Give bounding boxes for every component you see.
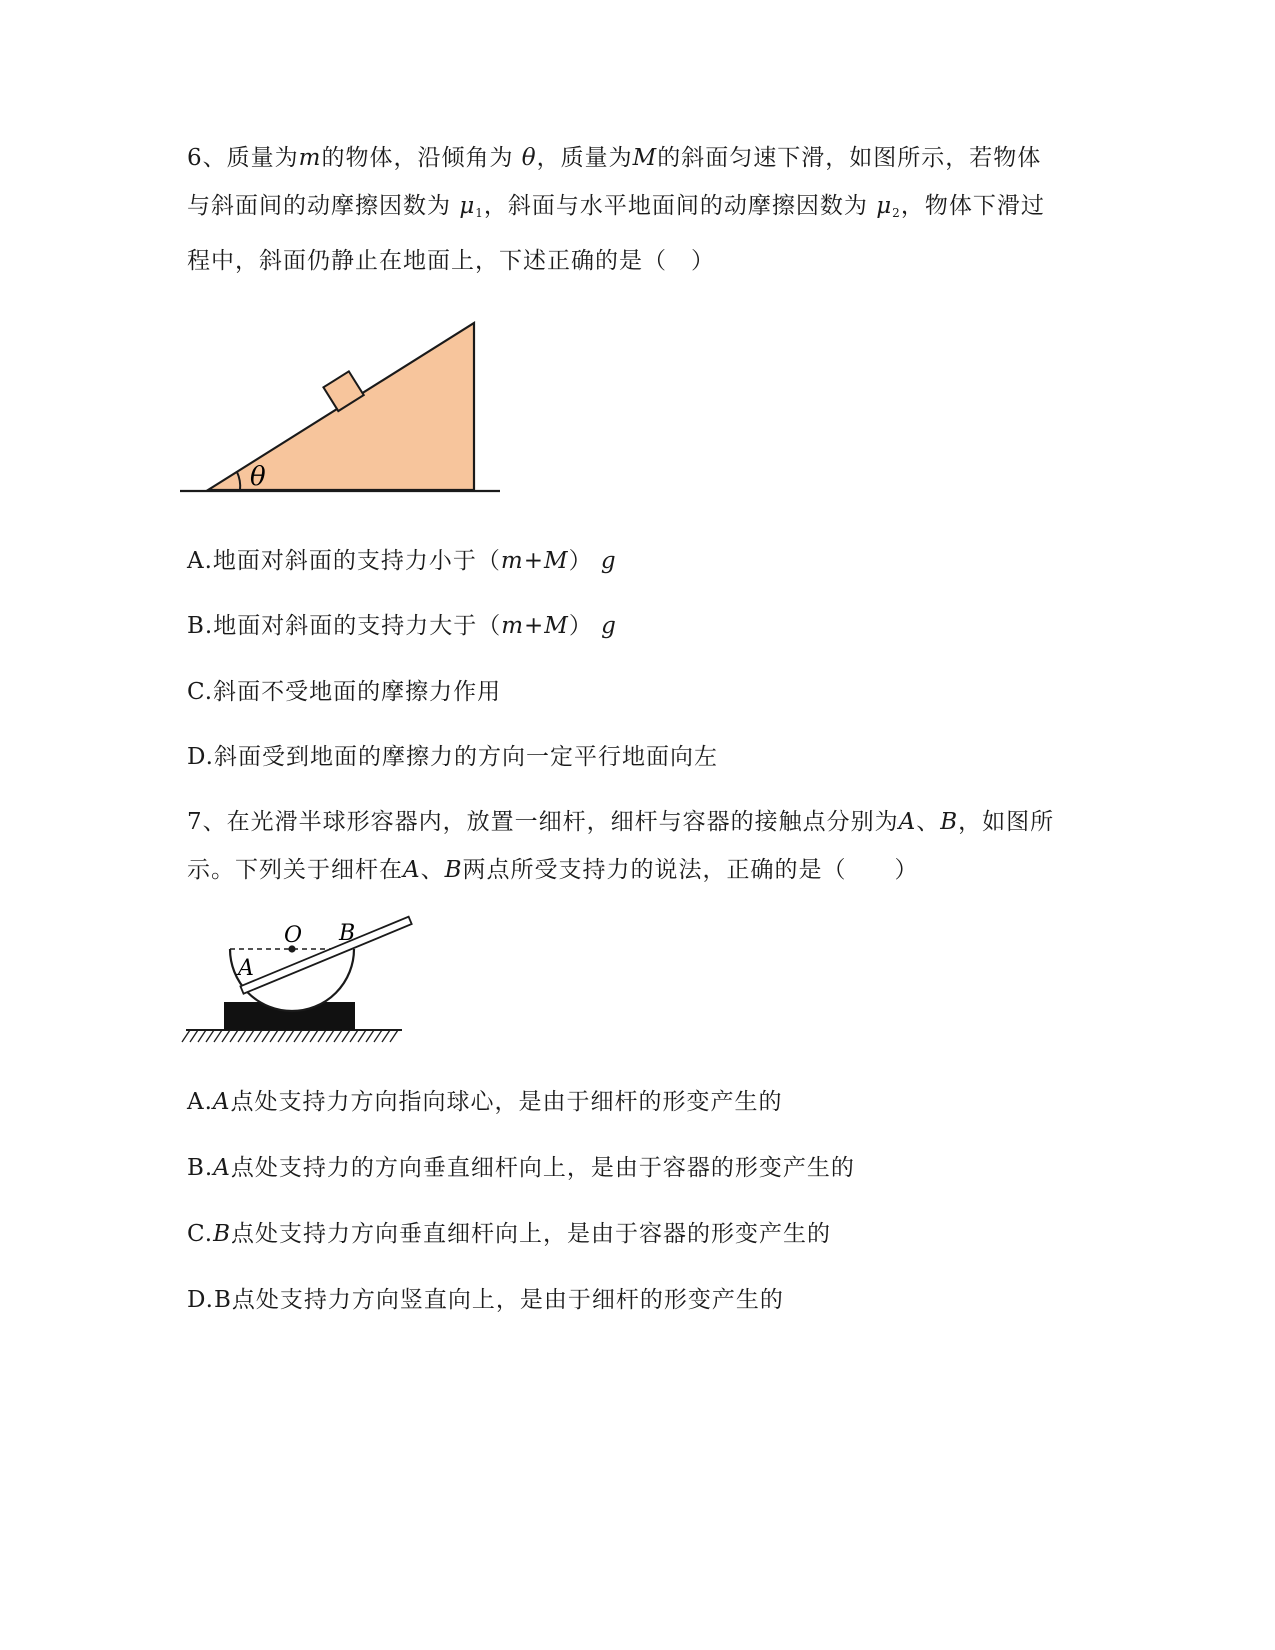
hatch-mark (358, 1030, 366, 1042)
q7-option-c: C.B点处支持力方向垂直细杆向上，是由于容器的形变产生的 (187, 1221, 831, 1247)
hatch-mark (270, 1030, 278, 1042)
hatch-mark (342, 1030, 350, 1042)
label-b: B (339, 921, 356, 946)
q6-option-a: A.地面对斜面的支持力小于（m+M） g (187, 548, 617, 574)
hatch-mark (262, 1030, 270, 1042)
hatch-mark (190, 1030, 198, 1042)
hatch-mark (374, 1030, 382, 1042)
question-7-stem (187, 798, 1087, 894)
hatch-mark (222, 1030, 230, 1042)
q6-option-b: B.地面对斜面的支持力大于（m+M） g (187, 613, 617, 639)
hatch-mark (198, 1030, 206, 1042)
q7-option-b: B.A点处支持力的方向垂直细杆向上，是由于容器的形变产生的 (187, 1155, 855, 1181)
hatch-mark (214, 1030, 222, 1042)
hatch-mark (294, 1030, 302, 1042)
hatch-mark (390, 1030, 398, 1042)
hatch-mark (334, 1030, 342, 1042)
hatch-mark (246, 1030, 254, 1042)
hatch-mark (238, 1030, 246, 1042)
hatch-mark (278, 1030, 286, 1042)
q7-option-d: D.B点处支持力方向竖直向上，是由于细杆的形变产生的 (187, 1287, 784, 1313)
q6-option-d: D.斜面受到地面的摩擦力的方向一定平行地面向左 (187, 744, 718, 770)
q6-line-1: 6、质量为m的物体，沿倾角为 θ，质量为M的斜面匀速下滑，如图所示，若物体 (187, 145, 1042, 171)
q6-option-c: C.斜面不受地面的摩擦力作用 (187, 679, 502, 705)
q7-line-1: 7、在光滑半球形容器内，放置一细杆，细杆与容器的接触点分别为A、B，如图所 (187, 809, 1055, 835)
q6-line-3: 程中，斜面仍静止在地面上，下述正确的是（ ） (187, 248, 715, 274)
hatch-mark (230, 1030, 238, 1042)
hatch-mark (182, 1030, 190, 1042)
label-o: O (284, 923, 303, 948)
hatch-mark (366, 1030, 374, 1042)
hatch-mark (382, 1030, 390, 1042)
hatched-ground (182, 1030, 402, 1042)
theta-label: θ (250, 462, 266, 492)
hatch-mark (350, 1030, 358, 1042)
hatch-mark (318, 1030, 326, 1042)
bowl-figure (180, 912, 430, 1057)
hatch-mark (302, 1030, 310, 1042)
hatch-mark (254, 1030, 262, 1042)
incline-figure (180, 320, 520, 520)
hatch-mark (310, 1030, 318, 1042)
hatch-mark (326, 1030, 334, 1042)
hatch-mark (286, 1030, 294, 1042)
question-6-stem (187, 134, 1087, 285)
q6-line-2: 与斜面间的动摩擦因数为 $\mu_1$，斜面与水平地面间的动摩擦因数为 $\mu_2$，物体下滑过 (187, 193, 1045, 220)
label-a: A (238, 956, 254, 981)
hatch-mark (206, 1030, 214, 1042)
q7-option-a: A.A点处支持力方向指向球心，是由于细杆的形变产生的 (187, 1089, 783, 1115)
q7-line-2: 示。下列关于细杆在A、B两点所受支持力的说法，正确的是（ ） (187, 857, 919, 883)
